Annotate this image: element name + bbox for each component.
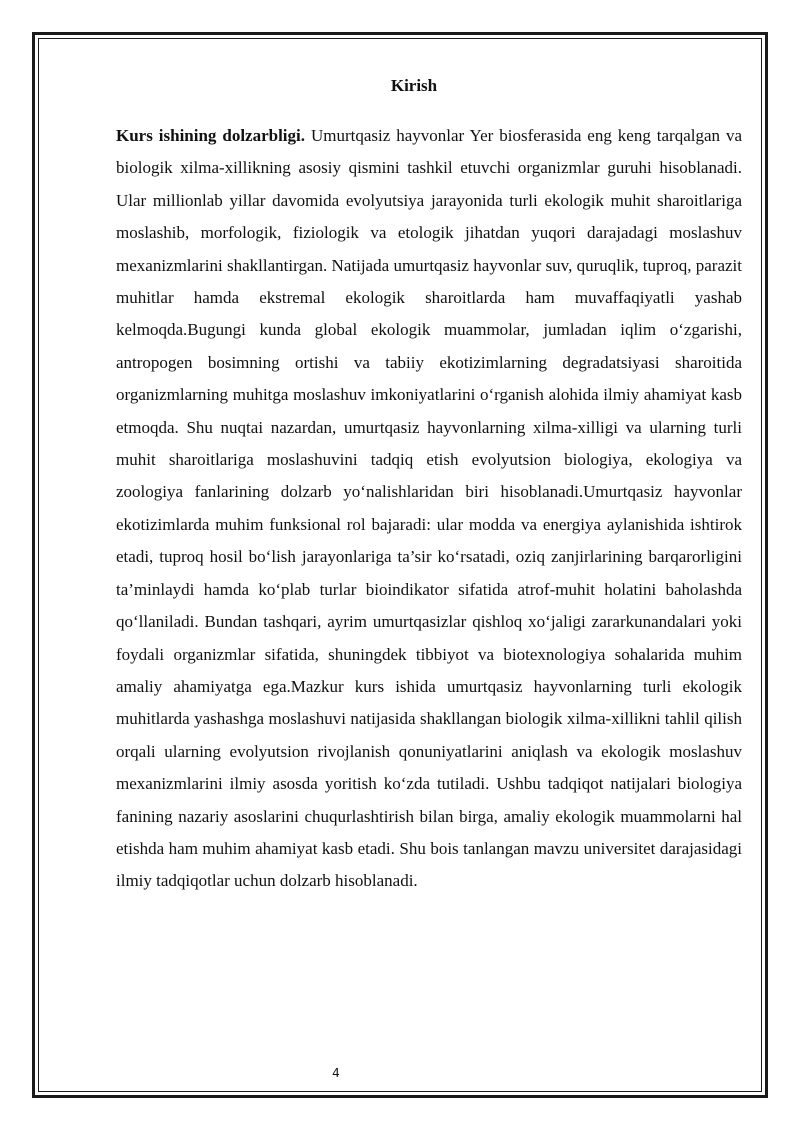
paragraph-text: Umurtqasiz hayvonlar Yer biosferasida eng keng tarqalgan va biologik xilma-xillikning asosiy qismini tashkil etuvchi organizmlar guruhi hisoblanadi. Ular millionlab yillar davomida evolyutsiya jarayonida turli ekologik muhit sharoitlariga moslashib, morfologik, fiziologik va etologik jihatdan yuqori darajadagi moslashuv mexanizmlarini shakllantirgan. Natijada umurtqasiz hayvonlar suv, quruqlik, tuproq, parazit muhitlar hamda ekstremal ekologik sharoitlarda ham muvaffaqiyatli yashab kelmoqda.Bugungi kunda global ekologik muammolar, jumladan iqlim o‘zgarishi, antropogen bosimning ortishi va tabiiy ekotizimlarning degradatsiyasi sharoitida organizmlarning muhitga moslashuv imkoniyatlarini o‘rganish alohida ilmiy ahamiyat kasb etmoqda. Shu nuqtai nazardan, umurtqasiz hayvonlarning xilma-xilligi va ularning turli muhit sharoitlariga moslashuvini tadqiq etish evolyutsion biologiya, ekologiya va zoologiya fanlarining dolzarb yo‘nalishlaridan biri hisoblanadi.Umurtqasiz hayvonlar ekotizimlarda muhim funksional rol bajaradi: ular modda va energiya aylanishida ishtirok etadi, tuproq hosil bo‘lish jarayonlariga ta’sir ko‘rsatadi, oziq zanjirlarining barqarorligini ta’minlaydi hamda ko‘plab turlar bioindikator sifatida atrof-muhit holatini baholashda qo‘llaniladi. Bundan tashqari, ayrim umurtqasizlar qishloq xo‘jaligi zararkunandalari yoki foydali organizmlar sifatida, shuningdek tibbiyot va biotexnologiya sohalarida muhim amaliy ahamiyatga ega.Mazkur kurs ishida umurtqasiz hayvonlarning turli ekologik muhitlarda yashashga moslashuvi natijasida shakllangan biologik xilma-xillikni tahlil qilish orqali ularning evolyutsion rivojlanish qonuniyatlarini aniqlash va ekologik moslashuv mexanizmlarini ilmiy asosda yoritish ko‘zda tutiladi. Ushbu tadqiqot natijalari biologiya fanining nazariy asoslarini chuqurlashtirish bilan birga, amaliy ekologik muammolarni hal etishda ham muhim ahamiyat kasb etadi. Shu bois tanlangan mavzu universitet darajasidagi ilmiy tadqiqotlar uchun dolzarb hisoblanadi.: [116, 126, 742, 891]
section-title: Kirish: [390, 76, 438, 95]
lead-in-heading: Kurs ishining dolzarbligi.: [116, 126, 306, 145]
body-paragraph: [116, 120, 742, 898]
page-number: 4: [332, 1066, 340, 1080]
